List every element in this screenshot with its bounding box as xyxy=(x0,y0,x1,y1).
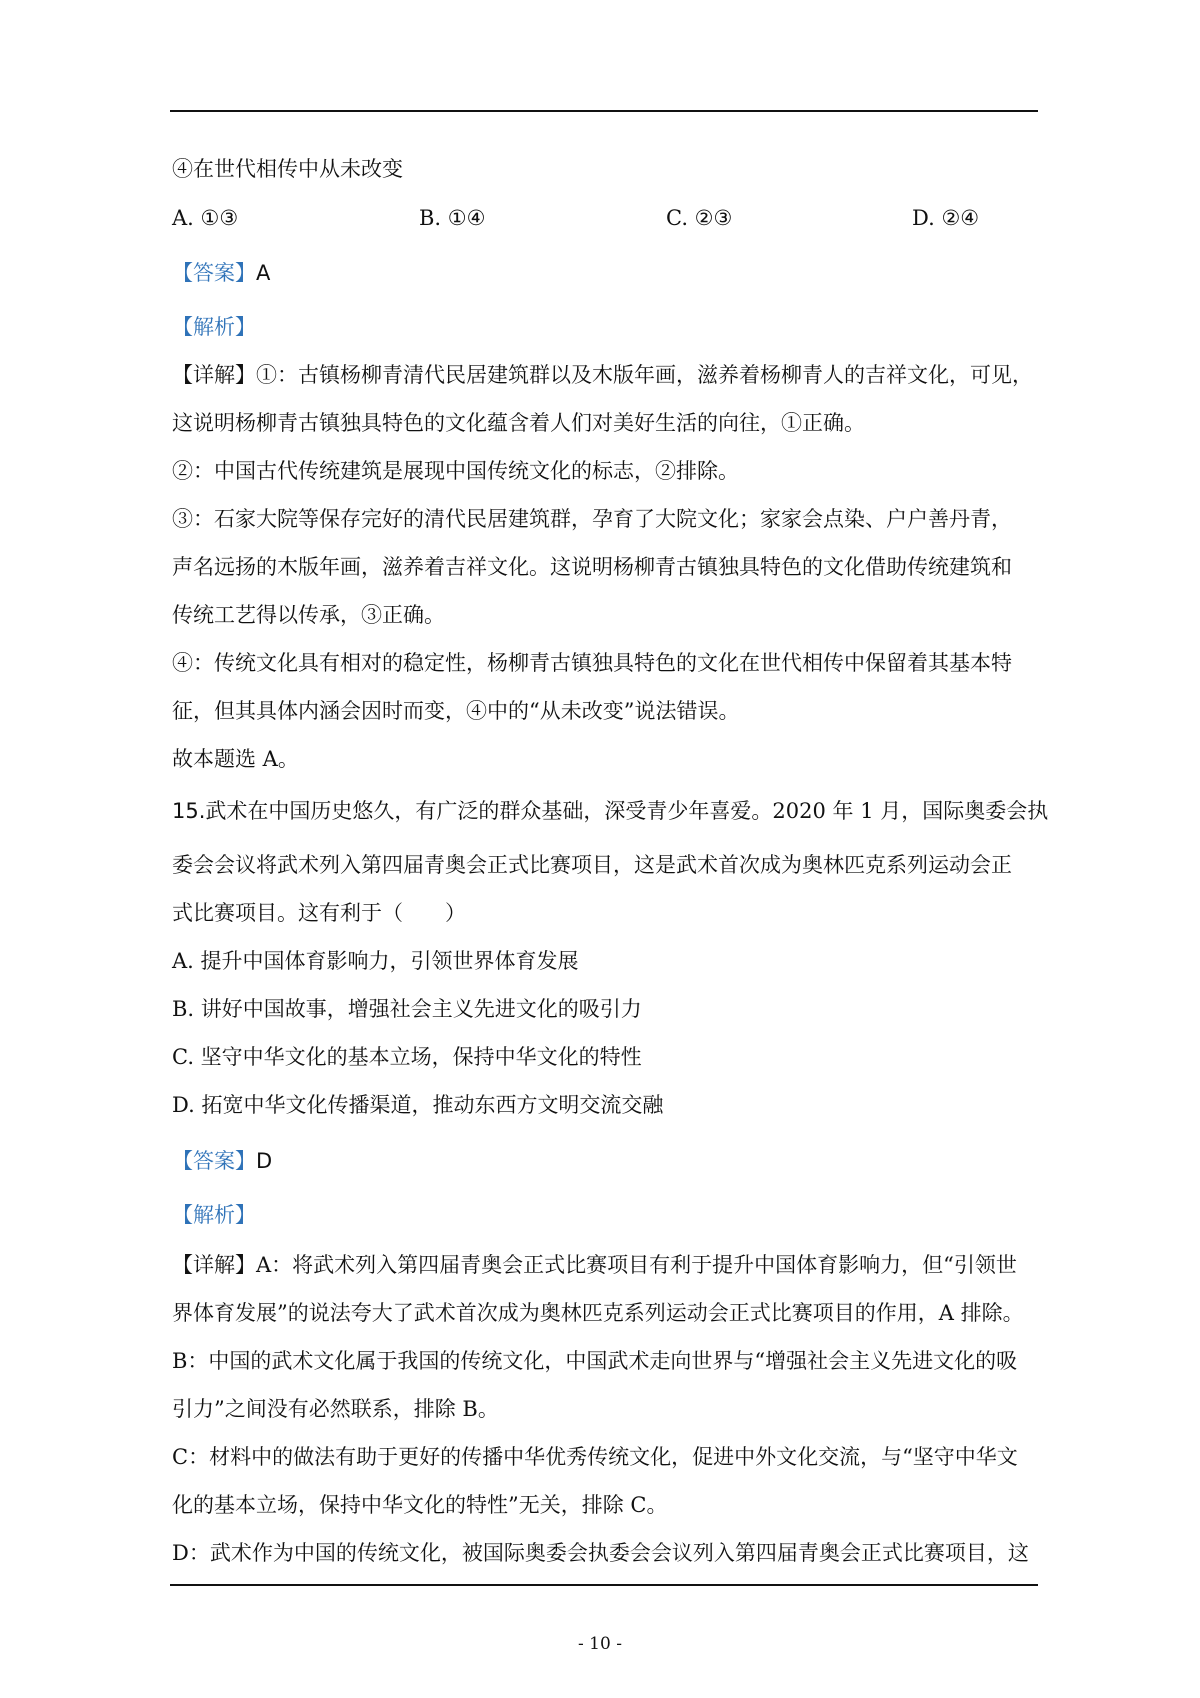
q15-number: 15. xyxy=(172,799,206,823)
q14-detail-line: ③：石家大院等保存完好的清代民居建筑群，孕育了大院文化；家家会点染、户户善丹青， xyxy=(172,507,1012,531)
header-rule xyxy=(170,110,1038,112)
q15-detail-line: 化的基本立场，保持中华文化的特性”无关，排除 C。 xyxy=(172,1493,668,1517)
q15-detail-line: 界体育发展”的说法夸大了武术首次成为奥林匹克系列运动会正式比赛项目的作用，A 排除。 xyxy=(172,1301,1024,1325)
q14-detail-line: ④：传统文化具有相对的稳定性，杨柳青古镇独具特色的文化在世代相传中保留着其基本特 xyxy=(172,651,1012,675)
q14-choice-a: A. ①③ xyxy=(172,206,239,230)
q15-detail-line: D：武术作为中国的传统文化，被国际奥委会执委会会议列入第四届青奥会正式比赛项目，这 xyxy=(172,1541,1029,1565)
q14-detail-line: 【详解】①：古镇杨柳青清代民居建筑群以及木版年画，滋养着杨柳青人的吉祥文化，可见， xyxy=(172,363,1033,387)
q14-detail-line: 传统工艺得以传承，③正确。 xyxy=(172,603,445,627)
answer-value: A xyxy=(256,261,271,285)
answer-tag: 【答案】 xyxy=(172,261,256,285)
q14-detail-line: 征，但其具体内涵会因时而变，④中的“从未改变”说法错误。 xyxy=(172,699,740,723)
q14-choice-b: B. ①④ xyxy=(419,206,486,230)
q15-detail-line: 引力”之间没有必然联系，排除 B。 xyxy=(172,1397,499,1421)
q15-detail-line: C：材料中的做法有助于更好的传播中华优秀传统文化，促进中外文化交流，与“坚守中华文 xyxy=(172,1445,1018,1469)
q15-choice-c: C. 坚守中华文化的基本立场，保持中华文化的特性 xyxy=(172,1045,642,1069)
q14-detail-line: 声名远扬的木版年画，滋养着吉祥文化。这说明杨柳青古镇独具特色的文化借助传统建筑和 xyxy=(172,555,1012,579)
q14-analysis-tag: 【解析】 xyxy=(172,315,256,339)
q15-choice-b: B. 讲好中国故事，增强社会主义先进文化的吸引力 xyxy=(172,997,642,1021)
q14-detail-line: 这说明杨柳青古镇独具特色的文化蕴含着人们对美好生活的向往，①正确。 xyxy=(172,411,865,435)
q15-choice-d: D. 拓宽中华文化传播渠道，推动东西方文明交流交融 xyxy=(172,1093,664,1117)
q15-answer xyxy=(172,1146,272,1176)
answer-value: D xyxy=(256,1149,273,1173)
q14-choice-d: D. ②④ xyxy=(912,206,980,230)
q15-stem-text: 武术在中国历史悠久，有广泛的群众基础，深受青少年喜爱。2020 年 1 月，国际奥委会执 xyxy=(205,799,1049,823)
q15-detail-line: 【详解】A：将武术列入第四届青奥会正式比赛项目有利于提升中国体育影响力，但“引领世 xyxy=(172,1253,1017,1277)
q15-stem-line: 式比赛项目。这有利于（ ） xyxy=(172,901,466,925)
q14-option-4: ④在世代相传中从未改变 xyxy=(172,157,403,181)
page-number: - 10 - xyxy=(578,1634,622,1654)
answer-tag: 【答案】 xyxy=(172,1149,256,1173)
q15-stem-line xyxy=(172,796,1048,826)
q14-choices xyxy=(172,203,1032,233)
q15-stem-line: 委会会议将武术列入第四届青奥会正式比赛项目，这是武术首次成为奥林匹克系列运动会正 xyxy=(172,853,1012,877)
q14-conclusion: 故本题选 A。 xyxy=(172,747,299,771)
q15-detail-line: B：中国的武术文化属于我国的传统文化，中国武术走向世界与“增强社会主义先进文化的吸 xyxy=(172,1349,1018,1373)
q15-analysis-tag: 【解析】 xyxy=(172,1203,256,1227)
q14-answer xyxy=(172,258,270,288)
q14-detail-line: ②：中国古代传统建筑是展现中国传统文化的标志，②排除。 xyxy=(172,459,739,483)
footer-rule xyxy=(170,1584,1038,1586)
q14-choice-c: C. ②③ xyxy=(666,206,733,230)
q15-choice-a: A. 提升中国体育影响力，引领世界体育发展 xyxy=(172,949,579,973)
